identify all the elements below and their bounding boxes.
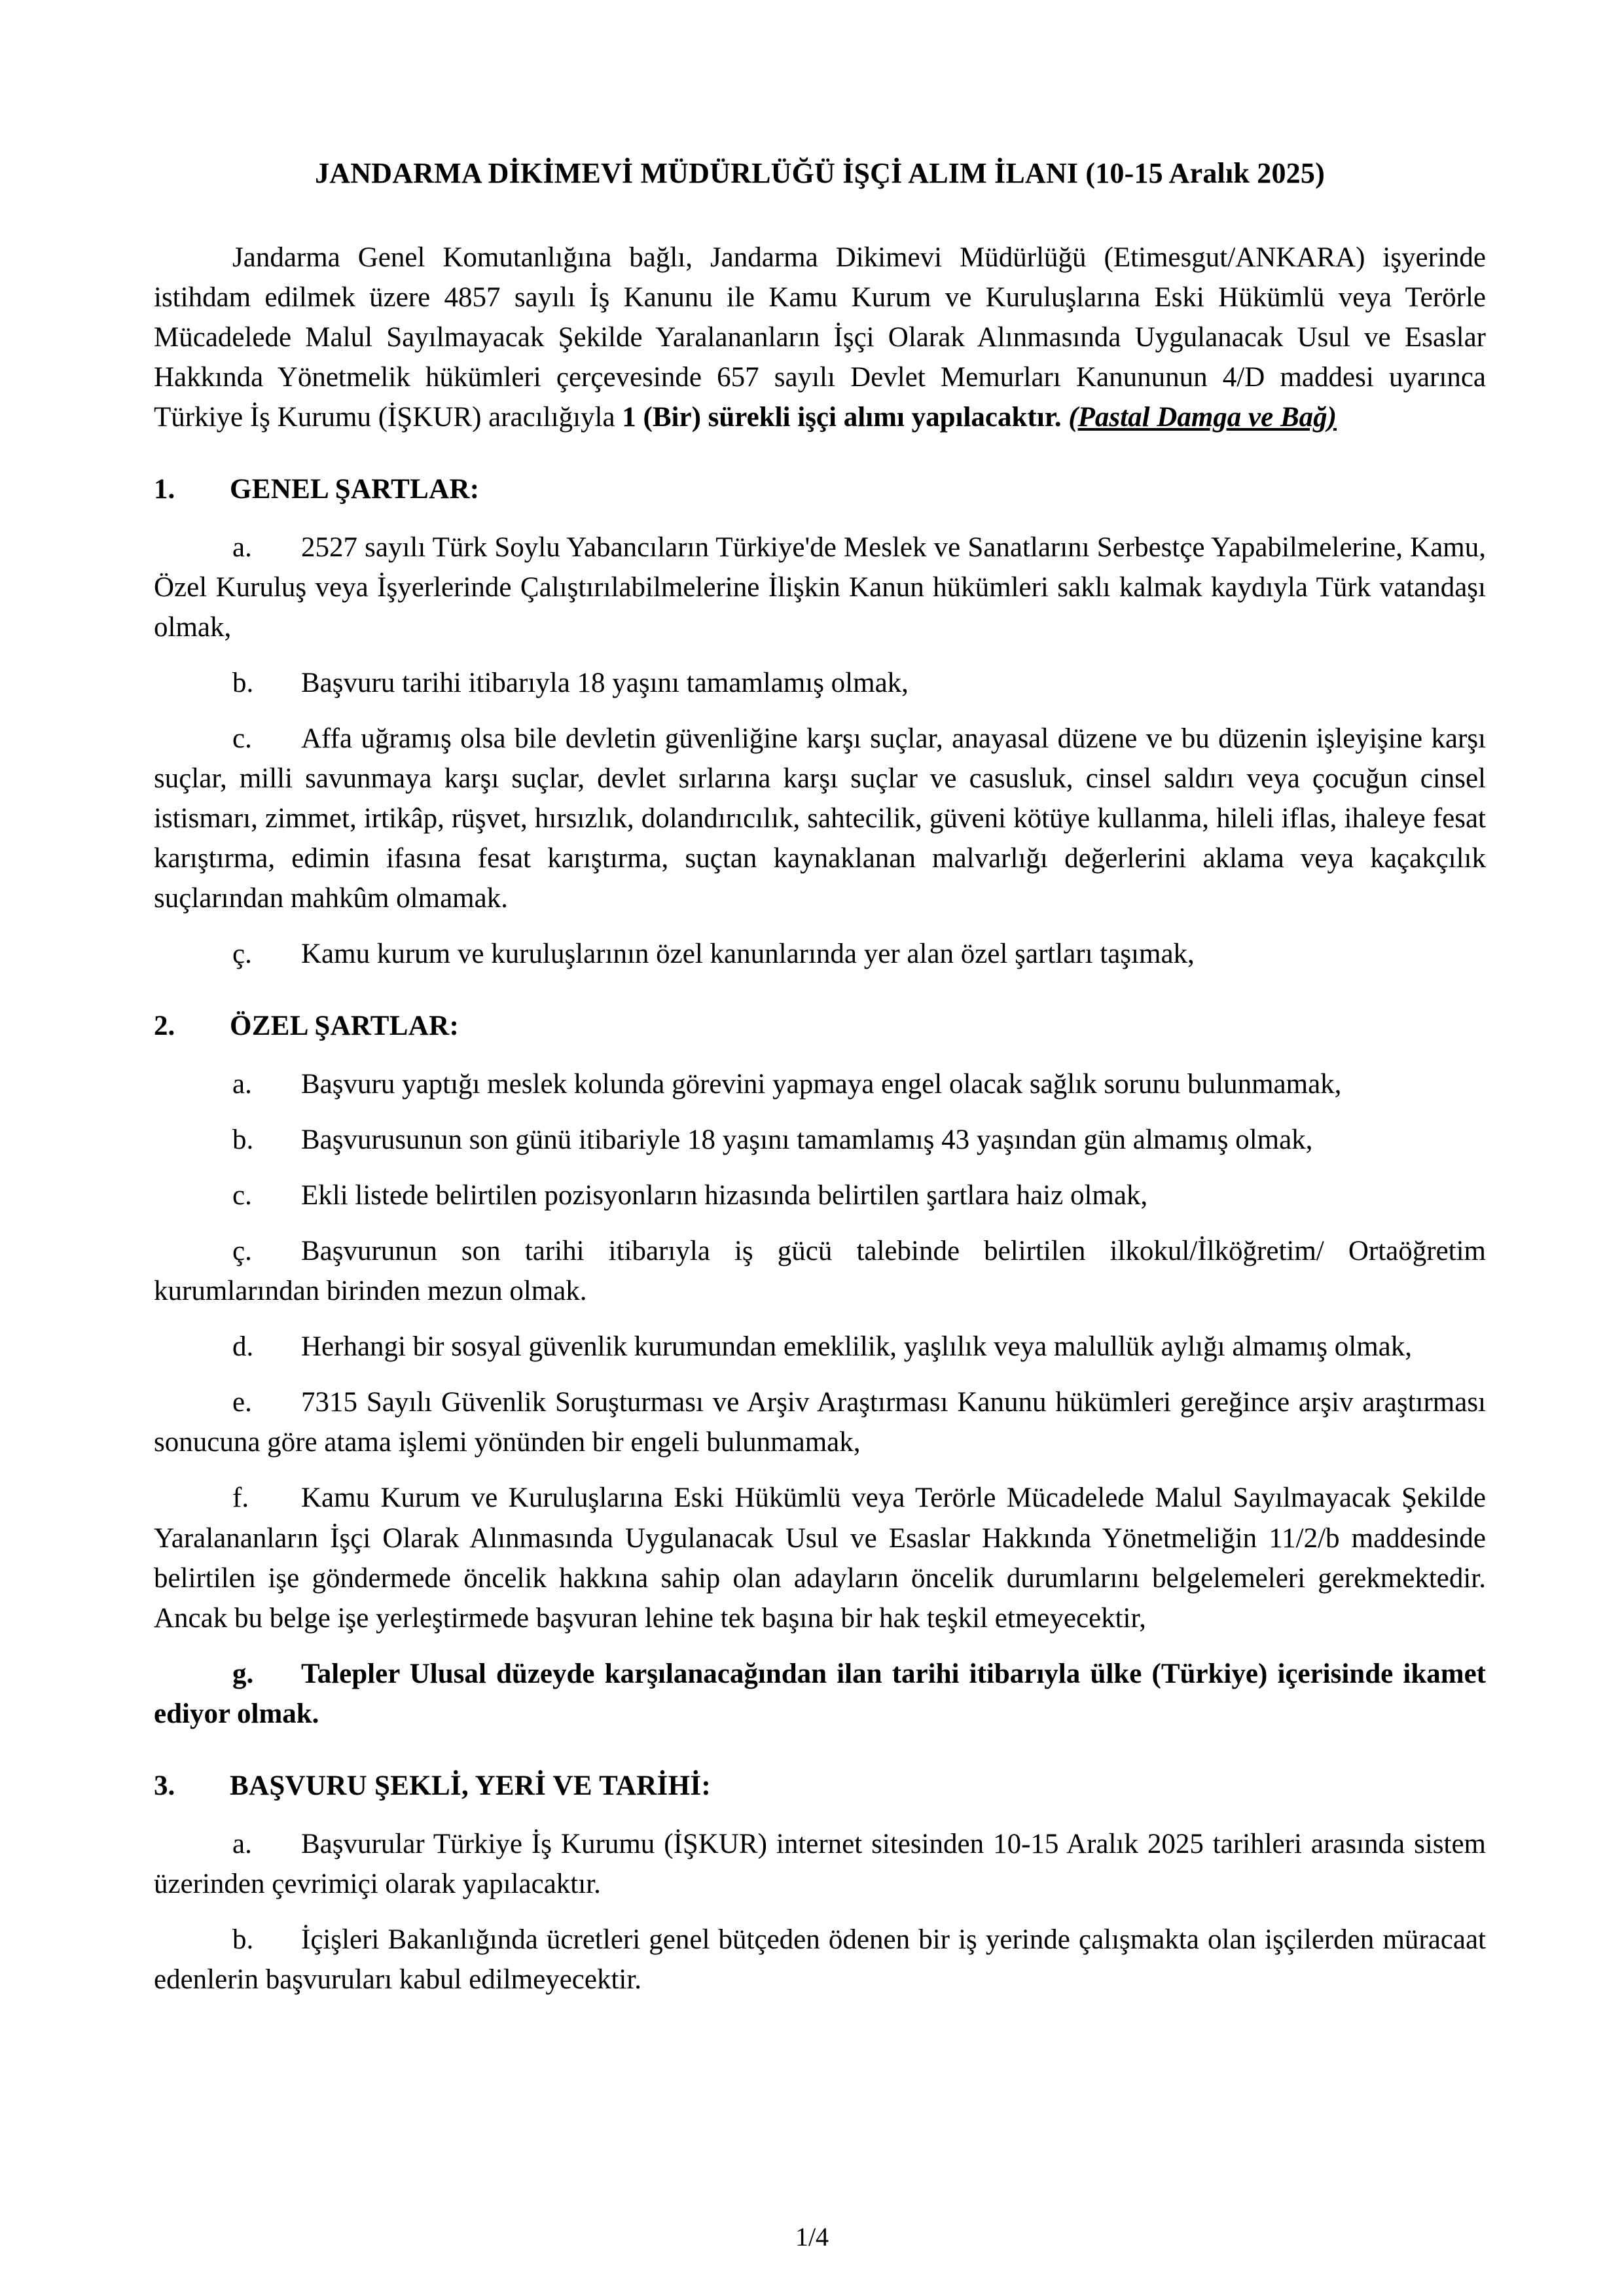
item-letter: d. — [232, 1331, 254, 1363]
list-item — [154, 1824, 1486, 1904]
item-text: Affa uğramış olsa bile devletin güvenliğine karşı suçlar, anayasal düzene ve bu düzenin işleyişine karşı suçlar, milli savunmaya karşı suçlar, devlet sırlarına karşı suçlar ve casusluk, cinsel saldırı veya çocuğun cinsel istismarı, zimmet, irtikâp, rüşvet, hırsızlık, dolandırıcılık, sahtecilik, güveni kötüye kullanma, hileli iflas, ihaleye fesat karıştırma, edimin ifasına fesat karıştırma, suçtan kaynaklanan malvarlığı değerlerini aklama veya kaçakçılık suçlarından mahkûm olmamak. — [154, 723, 1486, 914]
item-letter: b. — [232, 1924, 254, 1955]
item-letter: a. — [232, 1069, 252, 1100]
item-text: Talepler Ulusal düzeyde karşılanacağından ilan tarihi itibarıyla ülke (Türkiye) içerisinde ikamet ediyor olmak. — [154, 1658, 1486, 1729]
list-item — [154, 719, 1486, 918]
item-letter: a. — [232, 531, 252, 563]
list-item — [154, 1327, 1486, 1367]
section-heading-special-conditions — [154, 1008, 1486, 1045]
intro-bold-text: 1 (Bir) sürekli işçi alımı yapılacaktır. — [622, 401, 1062, 433]
section-number: 2. — [154, 1011, 175, 1042]
section-label: GENEL ŞARTLAR: — [230, 473, 480, 505]
list-item — [154, 1654, 1486, 1734]
section-heading-general-conditions — [154, 471, 1486, 508]
list-item — [154, 663, 1486, 703]
item-text: 7315 Sayılı Güvenlik Soruşturması ve Arşiv Araştırması Kanunu hükümleri gereğince arşiv araştırması sonucuna göre atama işlemi yönünden bir engeli bulunmamak, — [154, 1387, 1486, 1458]
item-text: 2527 sayılı Türk Soylu Yabancıların Türkiye'de Meslek ve Sanatlarını Serbestçe Yapabilmelerine, Kamu, Özel Kuruluş veya İşyerlerinde Çalıştırılabilmelerine İlişkin Kanun hükümleri saklı kalmak kaydıyla Türk vatandaşı olmak, — [154, 531, 1486, 643]
list-item — [154, 1382, 1486, 1462]
item-letter: g. — [232, 1658, 254, 1689]
item-text: Başvurunun son tarihi itibarıyla iş gücü talebinde belirtilen ilkokul/İlköğretim/ Ortaöğretim kurumlarından birinden mezun olmak. — [154, 1236, 1486, 1307]
item-text-after: tarihleri arasında sistem üzerinden çevrimiçi olarak yapılacaktır. — [154, 1828, 1486, 1899]
item-text: Ekli listede belirtilen pozisyonların hizasında belirtilen şartlara haiz olmak, — [301, 1180, 1148, 1211]
item-letter: b. — [232, 1124, 254, 1156]
item-text: İçişleri Bakanlığında ücretleri genel bütçeden ödenen bir iş yerinde çalışmakta olan işçilerden müracaat edenlerin başvuruları kabul edilmeyecektir. — [154, 1924, 1486, 1995]
item-letter: ç. — [232, 939, 252, 970]
item-letter: c. — [232, 1180, 252, 1211]
item-text: Kamu Kurum ve Kuruluşlarına Eski Hükümlü veya Terörle Mücadelede Malul Sayılmayacak Şekilde Yaralananların İşçi Olarak Alınmasında Uygulanacak Usul ve Esaslar Hakkında Yönetmeliğin 11/2/b maddesinde belirtilen işe göndermede öncelik hakkına sahip olan adayların öncelik durumlarını belgelemeleri gerekmektedir. Ancak bu belge işe yerleştirmede başvuran lehine tek başına bir hak teşkil etmeyecektir, — [154, 1482, 1486, 1634]
item-text-bold-dates: 10-15 Aralık 2025 — [993, 1828, 1204, 1859]
item-letter: a. — [232, 1828, 252, 1859]
item-text: Herhangi bir sosyal güvenlik kurumundan emeklilik, yaşlılık veya malullük aylığı almamış olmak, — [301, 1331, 1412, 1363]
list-item — [154, 1231, 1486, 1311]
intro-emphasis-text: (Pastal Damga ve Bağ) — [1068, 401, 1337, 433]
item-letter: ç. — [232, 1236, 252, 1267]
list-item — [154, 1478, 1486, 1638]
page-title: JANDARMA DİKİMEVİ MÜDÜRLÜĞÜ İŞÇİ ALIM İLANI (10-15 Aralık 2025) — [315, 157, 1325, 189]
page-footer — [0, 2224, 1624, 2250]
item-text: Başvuru tarihi itibarıyla 18 yaşını tamamlamış olmak, — [301, 667, 909, 698]
section-number: 3. — [154, 1770, 175, 1801]
list-item — [154, 1120, 1486, 1160]
section-number: 1. — [154, 473, 175, 505]
list-item — [154, 1064, 1486, 1104]
item-text: Başvurusunun son günü itibariyle 18 yaşını tamamlamış 43 yaşından gün almamış olmak, — [301, 1124, 1313, 1156]
list-item — [154, 1175, 1486, 1215]
item-text-before: Başvurular Türkiye İş Kurumu (İŞKUR) internet sitesinden — [301, 1828, 994, 1859]
intro-paragraph — [154, 238, 1486, 437]
item-text: Kamu kurum ve kuruluşlarının özel kanunlarında yer alan özel şartları taşımak, — [301, 939, 1195, 970]
list-item — [154, 1920, 1486, 2000]
item-letter: b. — [232, 667, 254, 698]
item-letter: c. — [232, 723, 252, 754]
section-label: ÖZEL ŞARTLAR: — [230, 1011, 460, 1042]
item-text: Başvuru yaptığı meslek kolunda görevini yapmaya engel olacak sağlık sorunu bulunmamak, — [301, 1069, 1342, 1100]
section-heading-application — [154, 1768, 1486, 1804]
section-label: BAŞVURU ŞEKLİ, YERİ VE TARİHİ: — [230, 1770, 712, 1801]
item-letter: f. — [232, 1482, 249, 1514]
list-item — [154, 934, 1486, 974]
intro-text: Jandarma Genel Komutanlığına bağlı, Jandarma Dikimevi Müdürlüğü (Etimesgut/ANKARA) işyerinde istihdam edilmek üzere 4857 sayılı İş Kanunu ile Kamu Kurum ve Kuruluşlarına Eski Hükümlü veya Terörle Mücadelede Malul Sayılmayacak Şekilde Yaralananların İşçi Olarak Alınmasında Uygulanacak Usul ve Esaslar Hakkında Yönetmelik hükümleri çerçevesinde 657 sayılı Devlet Memurları Kanununun 4/D maddesi uyarınca Türkiye İş Kurumu (İŞKUR) aracılığıyla — [154, 242, 1486, 433]
item-letter: e. — [232, 1387, 252, 1418]
page-number: 1/4 — [795, 2222, 829, 2251]
list-item — [154, 528, 1486, 647]
